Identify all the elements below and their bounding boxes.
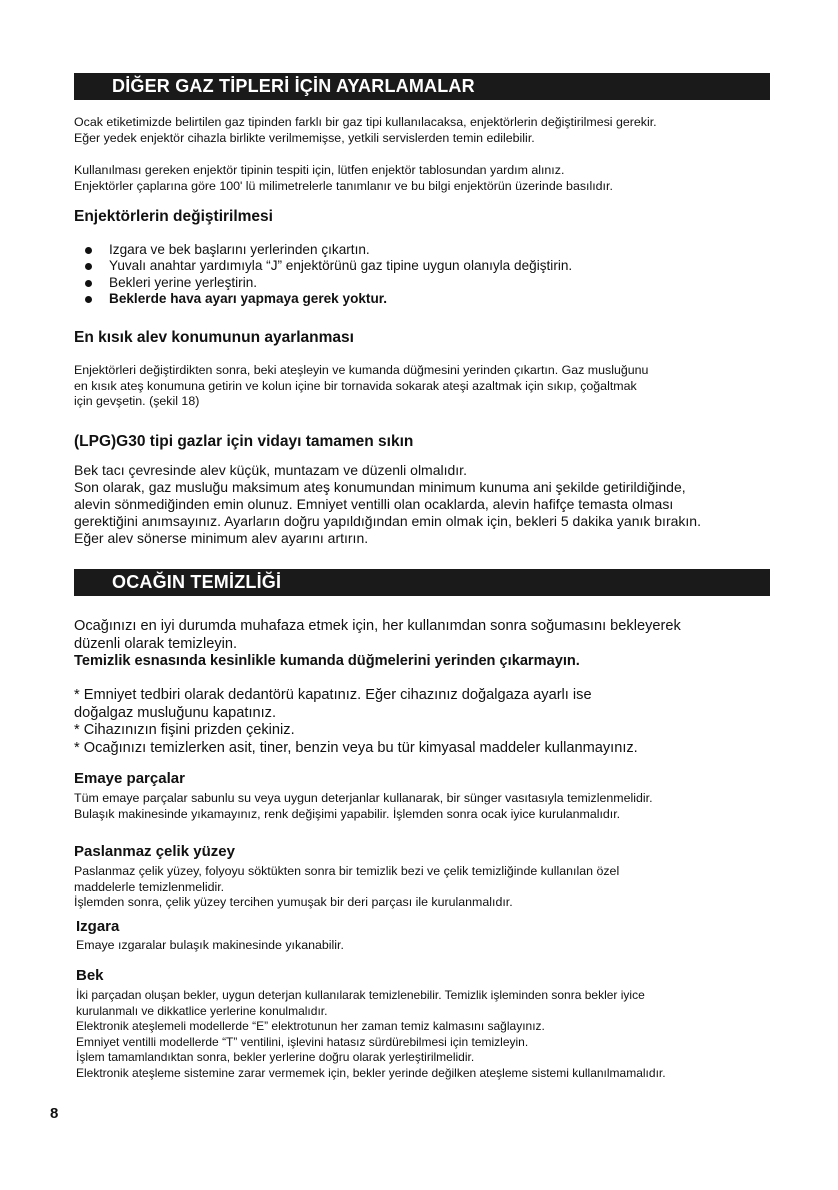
text-line: gerektiğini anımsayınız. Ayarların doğru yapıldığından emin olmak için, bekleri 5 dakika yanık bırakın. (74, 513, 701, 529)
text-line: kurulanmalı ve dikkatlice yerlerine konulmalıdır. (76, 1003, 328, 1018)
bullet-icon (85, 296, 92, 303)
text-line: Bulaşık makinesinde yıkamayınız, renk değişimi yapabilir. İşlemden sonra ocak iyice kurulanmalıdır. (74, 806, 621, 821)
text-line: * Ocağınızı temizlerken asit, tiner, benzin veya bu tür kimyasal maddeler kullanmayınız. (74, 739, 638, 756)
text-line: Kullanılması gereken enjektör tipinin tespiti için, lütfen enjektör tablosundan yardım alınız. (74, 163, 565, 177)
text-line: İki parçadan oluşan bekler, uygun deterjan kullanılarak temizlenebilir. Temizlik işleminden sonra bekler iyice (76, 988, 645, 1002)
cleaning-warning: Temizlik esnasında kesinlikle kumanda düğmelerini yerinden çıkarmayın. (74, 653, 580, 669)
cleaning-notes (74, 687, 774, 757)
text-line: Bek tacı çevresinde alev küçük, muntazam ve düzenli olmalıdır. (74, 462, 467, 478)
grate-heading: Izgara (76, 918, 120, 935)
text-line: için gevşetin. (şekil 18) (74, 394, 200, 408)
section-title-gas-adjustment: DİĞER GAZ TİPLERİ İÇİN AYARLAMALAR (74, 73, 770, 100)
text-line: düzenli olarak temizleyin. (74, 635, 238, 652)
text-line: * Cihazınızın fişini prizden çekiniz. (74, 722, 295, 738)
text-line: doğalgaz musluğunu kapatınız. (74, 704, 277, 721)
list-item-text: Beklerde hava ayarı yapmaya gerek yoktur. (109, 290, 388, 306)
min-flame-paragraph (74, 363, 778, 410)
text-line: maddelerle temizlenmelidir. (74, 879, 225, 894)
text-line: İşlem tamamlandıktan sonra, bekler yerlerine doğru olarak yerleştirilmelidir. (76, 1050, 475, 1064)
cleaning-intro-paragraph (74, 618, 774, 671)
injector-steps-list (74, 242, 774, 307)
page-number: 8 (50, 1105, 59, 1122)
list-item-text: Yuvalı anahtar yardımıyla “J” enjektörünü gaz tipine uygun olanıyla değiştirin. (109, 258, 573, 274)
list-item (74, 291, 774, 307)
list-item-text: Bekleri yerine yerleştirin. (109, 274, 258, 290)
text-line: Ocak etiketimizde belirtilen gaz tipinden farklı bir gaz tipi kullanılacaksa, enjektörlerin değiştirilmesi gerekir. (74, 115, 657, 129)
steel-heading: Paslanmaz çelik yüzey (74, 843, 235, 860)
text-line: * Emniyet tedbiri olarak dedantörü kapatınız. Eğer cihazınız doğalgaza ayarlı ise (74, 687, 592, 703)
enamel-paragraph (74, 791, 784, 822)
text-line: Emaye ızgaralar bulaşık makinesinde yıkanabilir. (76, 938, 344, 952)
grate-paragraph (76, 938, 776, 954)
lpg-heading: (LPG)G30 tipi gazlar için vidayı tamamen sıkın (74, 433, 414, 450)
lpg-paragraph (74, 462, 778, 547)
text-line: Elektronik ateşlemeli modellerde “E” elektrotunun her zaman temiz kalmasını sağlayınız. (76, 1019, 545, 1033)
steel-paragraph (74, 864, 774, 911)
enamel-heading: Emaye parçalar (74, 770, 185, 787)
bullet-icon (85, 247, 92, 254)
text-line: Eğer alev sönerse minimum alev ayarını artırın. (74, 530, 369, 546)
burner-paragraph (76, 988, 788, 1081)
section-title-cleaning: OCAĞIN TEMİZLİĞİ (74, 569, 770, 596)
list-item-text: Izgara ve bek başlarını yerlerinden çıkartın. (109, 242, 370, 257)
text-line: alevin sönmediğinden emin olunuz. Emniyet ventilli olan ocaklarda, alevin hafifçe temasta olması (74, 496, 674, 512)
text-line: Son olarak, gaz musluğu maksimum ateş konumundan minimum kunuma ani şekilde getirildiğinde, (74, 479, 686, 495)
min-flame-heading: En kısık alev konumunun ayarlanması (74, 329, 354, 346)
text-line: İşlemden sonra, çelik yüzey tercihen yumuşak bir deri parçası ile kurulanmalıdır. (74, 895, 513, 909)
injector-type-paragraph (74, 163, 774, 194)
text-line: Tüm emaye parçalar sabunlu su veya uygun deterjanlar kullanarak, bir sünger vasıtasıyla temizlenmelidir. (74, 791, 653, 805)
list-item (74, 275, 774, 291)
text-line: en kısık ateş konumuna getirin ve kolun içine bir tornavida sokarak ateşi azaltmak için sıkıp, çoğaltmak (74, 378, 637, 393)
list-item (74, 258, 774, 274)
text-line: Emniyet ventilli modellerde “T” ventilini, işlevini hatasız sürdürebilmesi için temizleyin. (76, 1034, 529, 1049)
gas-intro-paragraph (74, 115, 774, 146)
text-line: Elektronik ateşleme sistemine zarar vermemek için, bekler yerinde değilken ateşleme sistemi kullanılmamalıdır. (76, 1065, 666, 1080)
text-line: Enjektörler çaplarına göre 100' lü milimetrelerle tanımlanır ve bu bilgi enjektörün üzerinde basılıdır. (74, 178, 613, 193)
text-line: Paslanmaz çelik yüzey, folyoyu söktükten sonra bir temizlik bezi ve çelik temizliğinde kullanılan özel (74, 864, 620, 878)
text-line: Ocağınızı en iyi durumda muhafaza etmek için, her kullanımdan sonra soğumasını bekleyerek (74, 618, 681, 634)
list-item (74, 242, 774, 258)
bullet-icon (85, 280, 92, 287)
text-line: Eğer yedek enjektör cihazla birlikte verilmemişse, yetkili servislerden temin edilebilir. (74, 130, 535, 145)
text-line: Enjektörleri değiştirdikten sonra, beki ateşleyin ve kumanda düğmesini yerinden çıkartın. Gaz musluğunu (74, 363, 649, 377)
bullet-icon (85, 263, 92, 270)
burner-heading: Bek (76, 967, 104, 984)
injector-heading: Enjektörlerin değiştirilmesi (74, 208, 273, 225)
